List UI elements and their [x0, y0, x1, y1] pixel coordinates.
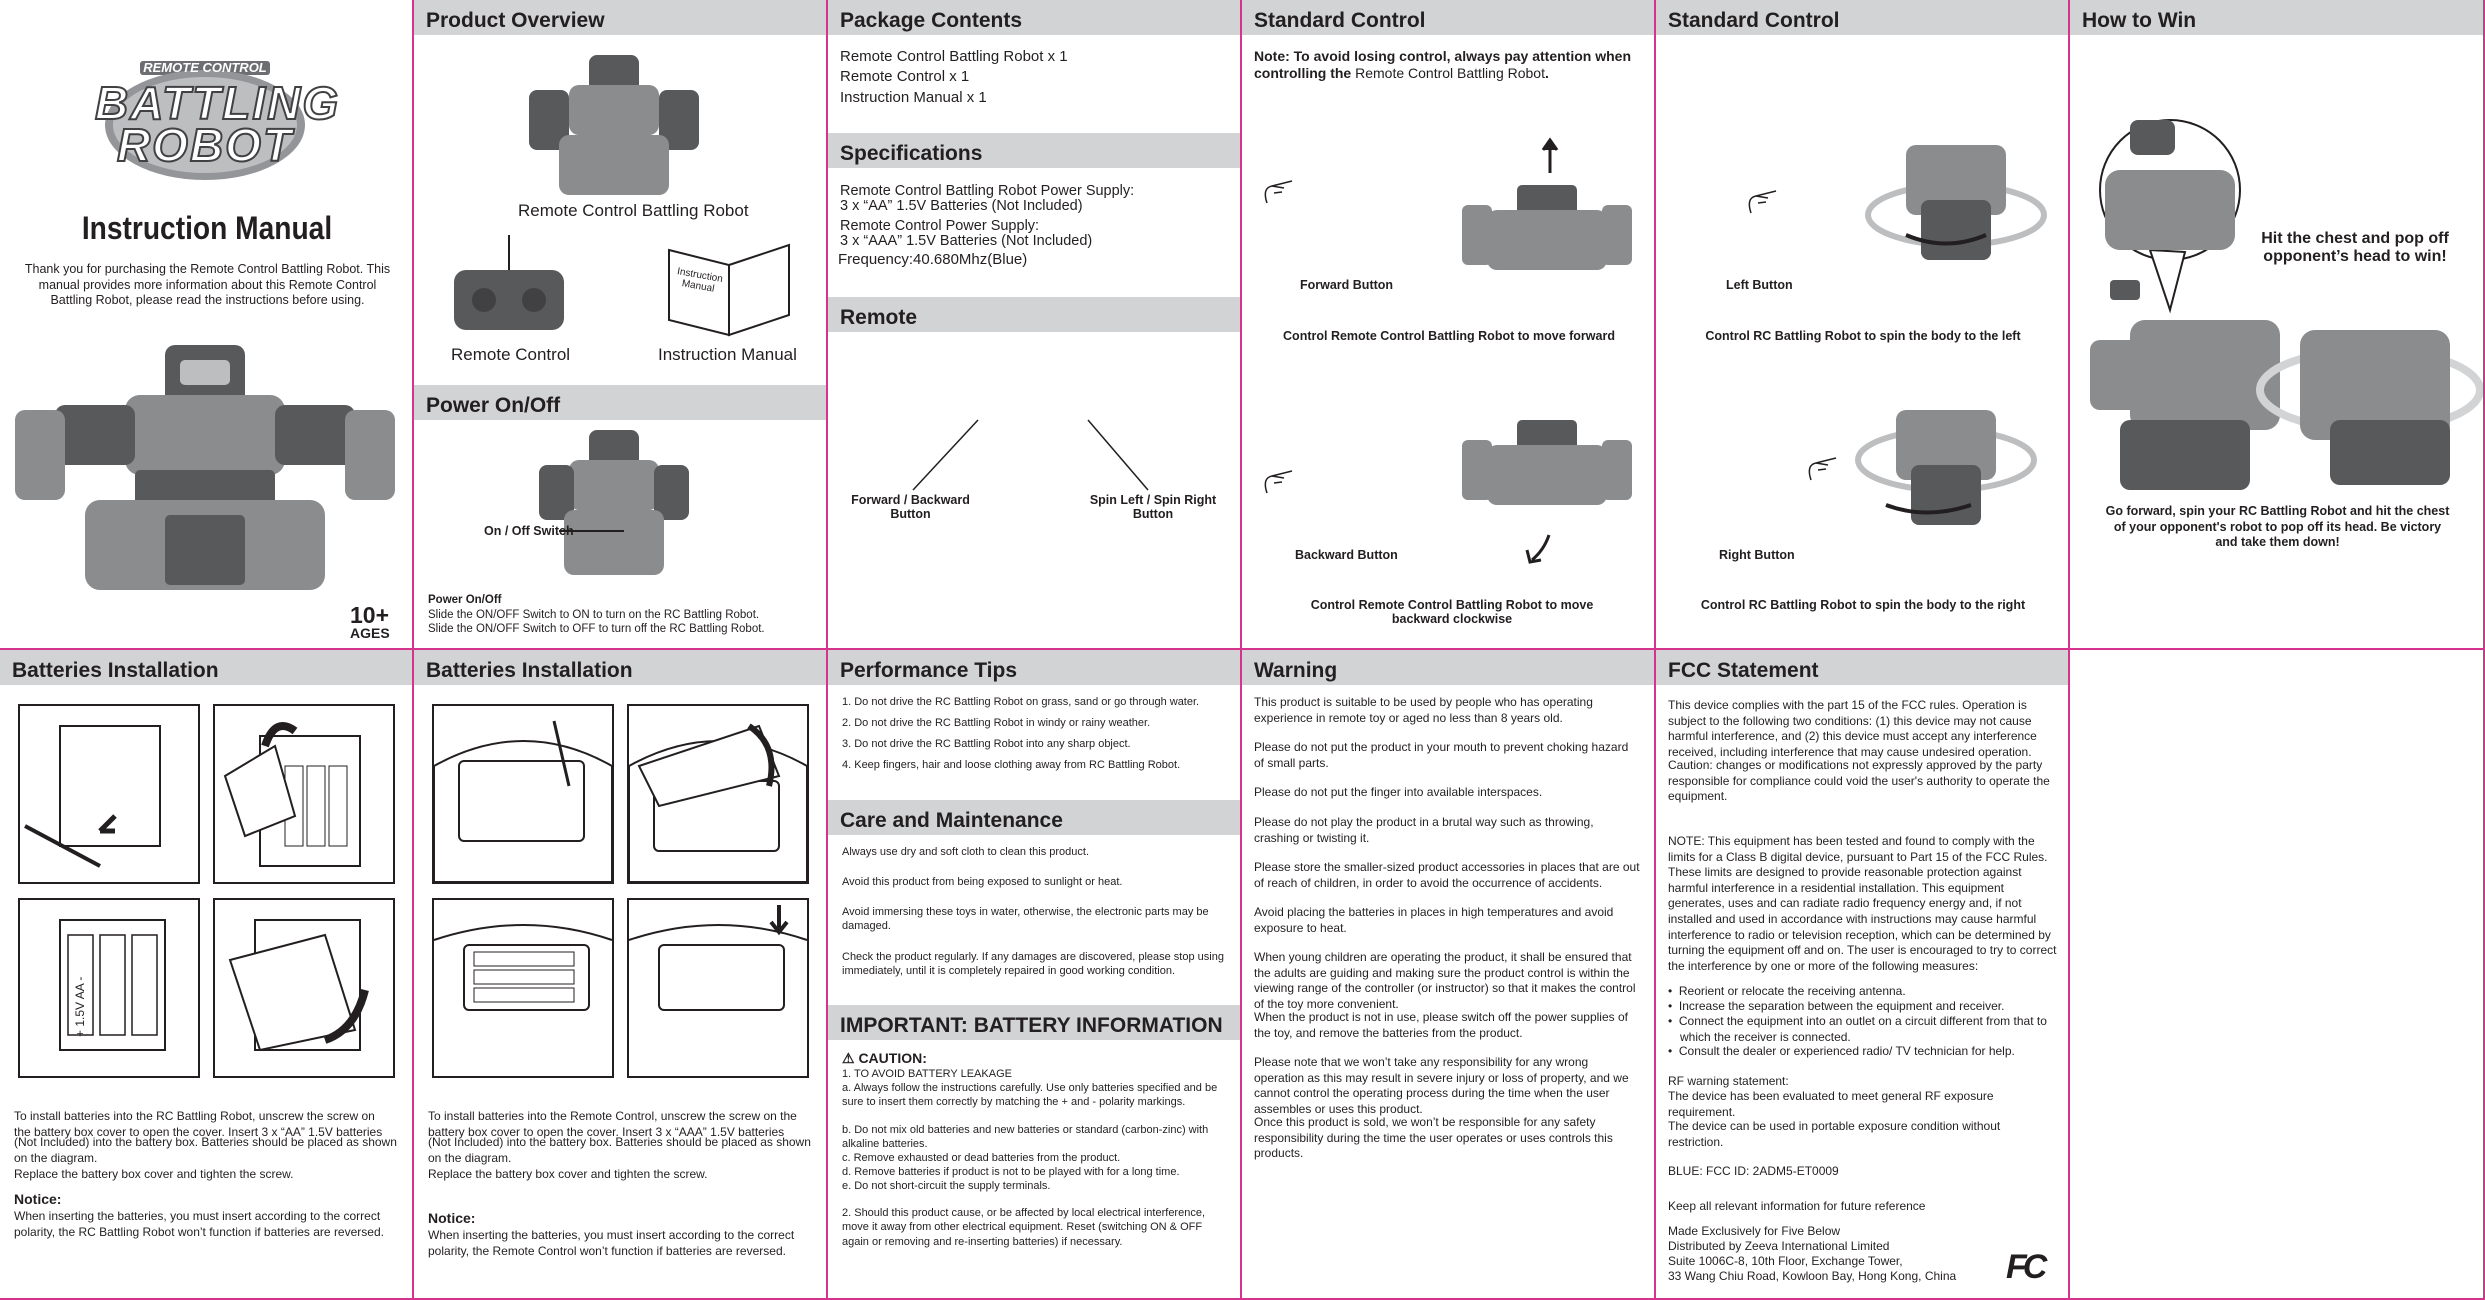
warning-item: Please do not put the finger into available interspaces. — [1254, 785, 1543, 799]
backward-arrow-icon — [1524, 530, 1554, 565]
fcc-rf-title: RF warning statement: — [1668, 1074, 1789, 1088]
fcc-bullet: • Reorient or relocate the receiving antenna. — [1668, 984, 1906, 998]
spec-robot-supply: Remote Control Battling Robot Power Supply: — [840, 183, 1135, 199]
hand-pointer-icon — [1806, 455, 1846, 485]
std2-header: Standard Control — [1656, 0, 2068, 35]
standard-control-panel-1 — [1242, 0, 1656, 650]
warning-header: Warning — [1242, 650, 1654, 685]
spec-frequency: Frequency:40.680Mhz(Blue) — [838, 251, 1028, 268]
tip-item: 4. Keep fingers, hair and loose clothing away from RC Battling Robot. — [842, 759, 1181, 771]
std1-header: Standard Control — [1242, 0, 1654, 35]
backward-button-label: Backward Button — [1295, 548, 1398, 562]
package-panel — [828, 0, 1242, 650]
warning-item: Please do not put the product in your mouth to prevent choking hazard of small parts. — [1254, 740, 1629, 770]
fcc-address1: Suite 1006C-8, 10th Floor, Exchange Tower, — [1668, 1254, 1903, 1268]
fcc-logo: FC — [2006, 1248, 2044, 1286]
batt2-header: Batteries Installation — [414, 650, 826, 685]
note-end: . — [1544, 65, 1549, 82]
care-item: Avoid immersing these toys in water, otherwise, the electronic parts may be damaged. — [842, 906, 1209, 933]
batt-info-line: d. Remove batteries if product is not to be played with for a long time. — [842, 1166, 1180, 1178]
fcc-rf2: The device can be used in portable exposure condition without restriction. — [1668, 1119, 2001, 1149]
batt2-desc2: (Not Included) into the battery box. Batteries should be placed as shown on the diagram. — [428, 1135, 811, 1165]
right-button-label: Right Button — [1719, 548, 1795, 562]
fcc-id: BLUE: FCC ID: 2ADM5-ET0009 — [1668, 1164, 1839, 1178]
remote-step3-diagram — [432, 898, 614, 1078]
forward-caption: Control Remote Control Battling Robot to move forward — [1283, 329, 1615, 343]
fcc-made: Made Exclusively for Five Below — [1668, 1224, 1841, 1238]
step2-diagram — [213, 704, 395, 884]
remote-header: Remote — [828, 297, 1240, 332]
warning-item: Once this product is sold, we won’t be responsible for any safety responsibility during the time the user operates or uses controls this products. — [1254, 1115, 1613, 1161]
fcc-p3: NOTE: This equipment has been tested and found to comply with the limits for a Class B digital device, pursuant to Part 15 of the FCC Rules. These limits are designed to provide reasonable protection against harmful interference in a residential installation. This equipment generates, uses and can radiate radio frequency energy and, if not installed and used in accordance with instructions may cause harmful interference to radio or television reception, which can be determined by turning the equipment off and on. The user is encouraged to try to correct the interference by one or more of the following measures: — [1668, 834, 2057, 973]
step3-diagram — [18, 898, 200, 1078]
left-caption: Control RC Battling Robot to spin the body to the left — [1705, 329, 2021, 343]
batt2-notice-title: Notice: — [428, 1210, 476, 1226]
fcc-p2: Caution: changes or modifications not expressly approved by the party responsible for compliance could void the user's authority to operate the equipment. — [1668, 758, 2050, 804]
win-description: Go forward, spin your RC Battling Robot and hit the chest of your opponent's robot to pop off its head. Be victory and take them down! — [2105, 504, 2450, 550]
forward-backward-label: Forward / Backward Button — [851, 493, 970, 521]
tips-header: Performance Tips — [828, 650, 1240, 685]
warning-item: When the product is not in use, please switch off the power supplies of the toy, and remove the batteries from the product. — [1254, 1010, 1628, 1040]
package-item: Instruction Manual x 1 — [840, 89, 987, 106]
intro-text: Thank you for purchasing the Remote Control Battling Robot. This manual provides more information about this Remote Control Battling Robot, please read the instructions before using. — [24, 262, 391, 308]
care-item: Check the product regularly. If any damages are discovered, please stop using immediately, until it is completely repaired in good working condition. — [842, 951, 1224, 978]
hand-pointer-icon — [1746, 188, 1786, 218]
left-button-label: Left Button — [1726, 278, 1793, 292]
overview-panel — [414, 0, 828, 650]
batt-info-line: a. Always follow the instructions carefully. Use only batteries specified and be sure to insert them correctly by matching the + and - polarity markings. — [842, 1082, 1218, 1109]
robot-spin-right-image — [1856, 405, 2036, 535]
remote-label: Remote Control — [451, 345, 571, 364]
package-header: Package Contents — [828, 0, 1240, 35]
power-title: Power On/Off — [428, 594, 502, 606]
robot-spin-left-image — [1866, 140, 2046, 270]
tip-item: 3. Do not drive the RC Battling Robot into any sharp object. — [842, 738, 1131, 750]
fcc-bullet: • Connect the equipment into an outlet on a circuit different from that to which the receiver is connected. — [1668, 1014, 2047, 1044]
robot-forward-image — [1462, 185, 1632, 275]
batt1-notice: When inserting the batteries, you must insert according to the correct polarity, the RC Battling Robot won’t function if batteries are reversed. — [14, 1209, 384, 1239]
win-header: How to Win — [2070, 0, 2483, 35]
fcc-rf1: The device has been evaluated to meet general RF exposure requirement. — [1668, 1089, 1994, 1119]
tips-panel — [828, 650, 1242, 1300]
switch-label: On / Off Switch — [484, 524, 574, 538]
fcc-panel — [1656, 650, 2070, 1300]
batt-info-line: 1. TO AVOID BATTERY LEAKAGE — [842, 1068, 1012, 1080]
hand-pointer-icon — [1262, 178, 1302, 208]
forward-button-label: Forward Button — [1300, 278, 1394, 292]
forward-arrow-icon — [1540, 138, 1560, 173]
care-header: Care and Maintenance — [828, 800, 1240, 835]
power-header: Power On/Off — [414, 385, 826, 420]
remote-step4-diagram — [627, 898, 809, 1078]
remote-image — [454, 235, 564, 335]
manual-book-text: Instruction Manual — [676, 266, 724, 295]
robot-head-popoff-image — [2100, 110, 2240, 310]
batt-info-line: b. Do not mix old batteries and new batteries or standard (carbon-zinc) with alkaline batteries. — [842, 1124, 1209, 1151]
batt-info-line: c. Remove exhausted or dead batteries from the product. — [842, 1152, 1121, 1164]
fcc-bullet-text: Connect the equipment into an outlet on a circuit different from that to which the receiver is connected. — [1678, 1014, 2047, 1044]
power-line1: Slide the ON/OFF Switch to ON to turn on the RC Battling Robot. — [428, 609, 760, 621]
warning-item: When young children are operating the product, it shall be ensured that the adults are guiding and making sure the product control is within the viewing range of the controller (or instructor) so that it makes the control of the toy more convenient. — [1254, 950, 1636, 1011]
fcc-bullet-text: Increase the separation between the equipment and receiver. — [1678, 999, 2005, 1013]
spec-remote-supply: Remote Control Power Supply: — [840, 218, 1040, 234]
specs-header: Specifications — [828, 133, 1240, 168]
fcc-keep: Keep all relevant information for future reference — [1668, 1199, 1926, 1213]
logo-line3: ROBOT — [116, 119, 294, 171]
remote-step1-diagram — [432, 704, 614, 884]
robot-backward-image — [1462, 420, 1632, 510]
fcc-bullet-text: Consult the dealer or experienced radio/ TV technician for help. — [1678, 1044, 2015, 1058]
fcc-bullet: • Increase the separation between the equipment and receiver. — [1668, 999, 2005, 1013]
caution-title: ⚠ CAUTION: — [842, 1050, 927, 1066]
manual-label: Instruction Manual — [658, 345, 797, 364]
cover-panel — [0, 0, 414, 650]
robot-switch-image — [539, 430, 689, 580]
battery-info-header: IMPORTANT: BATTERY INFORMATION — [828, 1005, 1240, 1040]
fcc-distributor: Distributed by Zeeva International Limited — [1668, 1239, 1890, 1253]
remote-step2-diagram — [627, 704, 809, 884]
win-headline: Hit the chest and pop off opponent’s head to win! — [2261, 230, 2449, 265]
fcc-header: FCC Statement — [1656, 650, 2068, 685]
fcc-address2: 33 Wang Chiu Road, Kowloon Bay, Hong Kong, China — [1668, 1269, 1957, 1283]
package-item: Remote Control Battling Robot x 1 — [840, 48, 1068, 65]
package-item: Remote Control x 1 — [840, 68, 970, 85]
robots-battle-image — [2080, 290, 2475, 490]
care-item: Always use dry and soft cloth to clean this product. — [842, 846, 1090, 858]
batt-info-item2: 2. Should this product cause, or be affected by local electrical interference, move it away from other electrical equipment. Reset (switching ON & OFF again or removing and re-inserting batteries) if necessary. — [842, 1207, 1206, 1248]
tip-item: 2. Do not drive the RC Battling Robot in windy or rainy weather. — [842, 717, 1151, 729]
battery-cell-label: + 1.5V AA - — [73, 976, 87, 1037]
fcc-p1: This device complies with the part 15 of the FCC rules. Operation is subject to the following two conditions: (1) this device may not cause harmful interference, and (2) this device must accept any interference received, including interference that may cause undesired operation. — [1668, 698, 2037, 759]
note-bold: Note: To avoid losing control, always pay attention when controlling the — [1254, 48, 1632, 82]
tip-item: 1. Do not drive the RC Battling Robot on grass, sand or go through water. — [842, 696, 1200, 708]
note-rest: Remote Control Battling Robot — [1355, 65, 1545, 82]
page-title: Instruction Manual — [81, 210, 333, 246]
warning-item: Please do not play the product in a brutal way such as throwing, crashing or twisting it. — [1254, 815, 1594, 845]
batt1-notice-title: Notice: — [14, 1191, 62, 1207]
robot-image — [524, 55, 704, 195]
batt1-desc2: (Not Included) into the battery box. Batteries should be placed as shown on the diagram. — [14, 1135, 397, 1165]
warning-item: Please store the smaller-sized product accessories in places that are out of reach of children, in order to avoid the occurrence of accidents. — [1254, 860, 1640, 890]
care-item: Avoid this product from being exposed to sunlight or heat. — [842, 876, 1123, 888]
batt2-desc1: To install batteries into the Remote Control, unscrew the screw on the battery box cover to open the cover. Insert 3 x “AAA” 1.5V batteries — [428, 1109, 797, 1139]
robot-label: Remote Control Battling Robot — [518, 201, 749, 220]
batt1-header: Batteries Installation — [0, 650, 412, 685]
blank-panel — [2070, 650, 2485, 1300]
logo-line1: REMOTE CONTROL — [143, 60, 267, 75]
logo-line2: BATTLING — [95, 77, 341, 129]
step1-diagram — [18, 704, 200, 884]
warning-item: This product is suitable to be used by people who has operating experience in remote toy or aged no less than 8 years old. — [1254, 695, 1593, 725]
overview-header: Product Overview — [414, 0, 826, 35]
right-caption: Control RC Battling Robot to spin the body to the right — [1700, 598, 2026, 612]
standard-control-panel-2 — [1656, 0, 2070, 650]
age-number: 10+ — [350, 602, 390, 628]
batteries-robot-panel — [0, 650, 414, 1300]
batt2-notice: When inserting the batteries, you must insert according to the correct polarity, the Remote Control won’t function if batteries are reversed. — [428, 1228, 795, 1258]
batt1-desc1: To install batteries into the RC Battling Robot, unscrew the screw on the battery box cover to open the cover. Insert 3 x “AA” 1.5V batteries — [14, 1109, 383, 1139]
power-line2: Slide the ON/OFF Switch to OFF to turn off the RC Battling Robot. — [428, 623, 765, 635]
robot-image — [15, 340, 395, 590]
fcc-bullet: • Consult the dealer or experienced radio/ TV technician for help. — [1668, 1044, 2015, 1058]
step4-diagram — [213, 898, 395, 1078]
spec-remote-batt: 3 x “AAA” 1.5V Batteries (Not Included) — [840, 233, 1093, 249]
batteries-remote-panel — [414, 650, 828, 1300]
hand-pointer-icon — [1262, 468, 1302, 498]
spec-robot-batt: 3 x “AA” 1.5V Batteries (Not Included) — [840, 198, 1083, 214]
warning-item: Avoid placing the batteries in places in high temperatures and avoid exposure to heat. — [1254, 905, 1614, 935]
batt1-desc3: Replace the battery box cover and tighten the screw. — [14, 1167, 294, 1181]
warning-panel — [1242, 650, 1656, 1300]
spin-label: Spin Left / Spin Right Button — [1089, 493, 1217, 521]
backward-caption: Control Remote Control Battling Robot to move backward clockwise — [1310, 598, 1594, 626]
warning-item: Please note that we won’t take any responsibility for any wrong operation as this may result in severe injury or loss of property, and we cannot control the operating process during the time when the user assembles or uses this product. — [1254, 1055, 1629, 1116]
age-word: AGES — [350, 625, 390, 641]
fcc-bullet-text: Reorient or relocate the receiving antenna. — [1678, 984, 1906, 998]
batt2-desc3: Replace the battery box cover and tighten the screw. — [428, 1167, 708, 1181]
how-to-win-panel — [2070, 0, 2485, 650]
batt-info-line: e. Do not short-circuit the supply terminals. — [842, 1180, 1051, 1192]
